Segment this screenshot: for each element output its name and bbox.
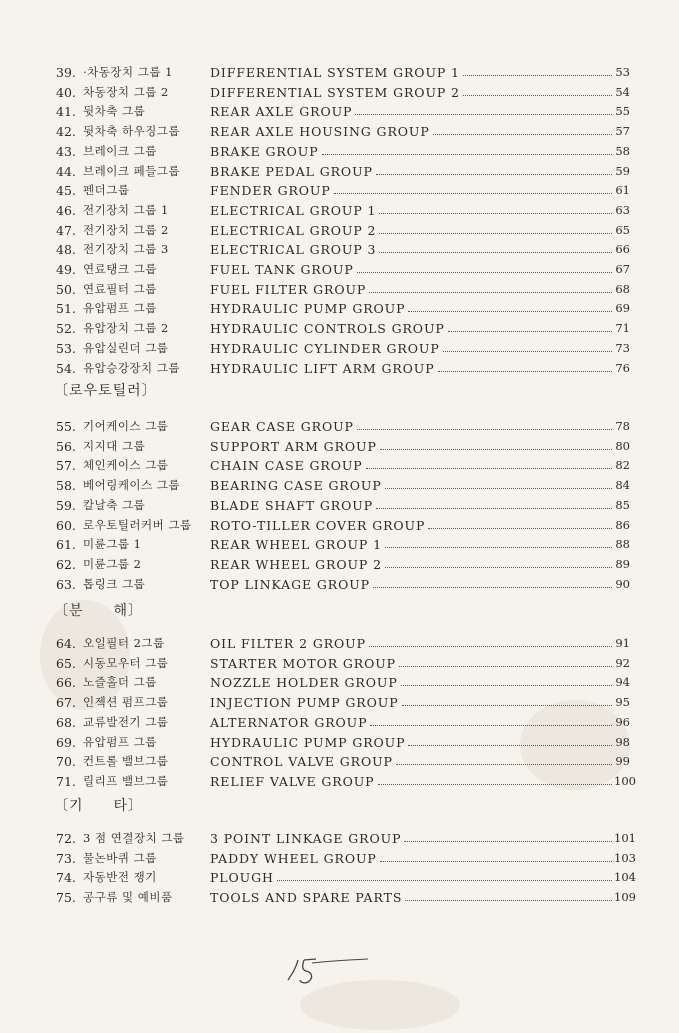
leader-dots <box>379 252 612 253</box>
entry-korean-title: 브레이크 페들그룹 <box>83 163 181 178</box>
entry-korean-title: 로우토틸러커버 그룹 <box>83 517 192 532</box>
entry-page-number: 61 <box>615 183 630 198</box>
entry-page-number: 68 <box>615 281 630 296</box>
entry-english-title: GEAR CASE GROUP <box>210 419 354 434</box>
entry-number: 58. <box>56 478 76 494</box>
entry-english-title: REAR WHEEL GROUP 1 <box>210 537 382 553</box>
entry-number: 60. <box>56 517 76 533</box>
toc-entry <box>56 692 630 710</box>
entry-korean-title: 유압펌프 그룹 <box>83 301 157 316</box>
toc-entry <box>56 455 630 473</box>
entry-english-title: BLADE SHAFT GROUP <box>210 497 373 513</box>
entry-korean-title: 유압펌프 그룹 <box>83 734 157 749</box>
toc-entry <box>56 495 630 513</box>
entry-page-number: 59 <box>615 163 630 178</box>
toc-entry <box>56 574 630 592</box>
entry-number: 61. <box>56 537 76 553</box>
entry-korean-title: 오일필터 2그룹 <box>83 636 165 650</box>
entry-korean-title: 유압장치 그룹 2 <box>83 321 169 336</box>
toc-entry <box>56 101 630 119</box>
entry-number: 52. <box>56 321 76 337</box>
entry-number: 40. <box>56 84 76 100</box>
entry-english-title: TOOLS AND SPARE PARTS <box>210 890 403 906</box>
entry-english-title: BRAKE PEDAL GROUP <box>210 163 373 179</box>
entry-number: 44. <box>56 163 76 179</box>
entry-page-number: 104 <box>614 870 636 885</box>
toc-entry <box>56 416 630 434</box>
entry-english-title: BEARING CASE GROUP <box>210 478 382 494</box>
entry-korean-title: 기어케이스 그룹 <box>83 419 169 433</box>
entry-korean-title: 뒷차축 하우징그룹 <box>83 124 181 139</box>
entry-english-title: DIFFERENTIAL SYSTEM GROUP 1 <box>210 65 460 80</box>
entry-page-number: 69 <box>615 301 630 316</box>
entry-korean-title: 베어링케이스 그룹 <box>83 478 181 493</box>
entry-english-title: REAR AXLE HOUSING GROUP <box>210 124 430 140</box>
leader-dots <box>428 528 612 529</box>
leader-dots <box>379 213 612 214</box>
toc-entry <box>56 633 630 651</box>
toc-entry <box>56 82 630 100</box>
entry-english-title: ELECTRICAL GROUP 2 <box>210 222 377 238</box>
leader-dots <box>370 725 612 726</box>
entry-page-number: 80 <box>615 438 630 453</box>
entry-number: 68. <box>56 714 76 730</box>
leader-dots <box>401 685 612 686</box>
leader-dots <box>463 95 612 96</box>
entry-page-number: 78 <box>615 419 630 433</box>
toc-entry <box>56 867 636 886</box>
entry-number: 74. <box>56 870 76 886</box>
toc-entry <box>56 554 630 572</box>
leader-dots <box>438 371 612 372</box>
leader-dots <box>448 331 612 332</box>
leader-dots <box>369 646 612 647</box>
entry-number: 69. <box>56 734 76 750</box>
entry-page-number: 57 <box>615 124 630 139</box>
entry-number: 67. <box>56 695 76 711</box>
entry-english-title: OIL FILTER 2 GROUP <box>210 636 366 651</box>
entry-page-number: 91 <box>615 636 630 650</box>
entry-page-number: 98 <box>615 734 630 749</box>
entry-korean-title: 연료필터 그룹 <box>83 281 157 296</box>
entry-english-title: PADDY WHEEL GROUP <box>210 850 377 866</box>
toc-entry <box>56 475 630 493</box>
leader-dots <box>376 508 612 509</box>
entry-korean-title: 지지대 그룹 <box>83 438 146 453</box>
toc-entry <box>56 771 636 789</box>
entry-number: 39. <box>56 65 76 80</box>
entry-english-title: PLOUGH <box>210 870 274 886</box>
leader-dots <box>402 705 612 706</box>
entry-english-title: HYDRAULIC CYLINDER GROUP <box>210 340 440 356</box>
leader-dots <box>373 587 612 588</box>
entry-korean-title: 연료탱크 그룹 <box>83 262 157 276</box>
entry-korean-title: 미륜그룹 2 <box>83 556 142 571</box>
entry-english-title: ALTERNATOR GROUP <box>210 714 368 730</box>
entry-page-number: 103 <box>614 850 636 865</box>
toc-entry <box>56 653 630 671</box>
entry-english-title: TOP LINKAGE GROUP <box>210 576 370 592</box>
entry-page-number: 100 <box>614 773 636 788</box>
entry-page-number: 73 <box>615 340 630 355</box>
leader-dots <box>380 861 612 862</box>
leader-dots <box>408 745 612 746</box>
toc-entry <box>56 848 636 866</box>
entry-number: 63. <box>56 576 76 592</box>
entry-korean-title: 칼날축 그룹 <box>83 497 146 512</box>
leader-dots <box>357 429 612 430</box>
entry-english-title: REAR WHEEL GROUP 2 <box>210 556 382 572</box>
toc-entry <box>56 672 630 690</box>
entry-number: 43. <box>56 143 76 159</box>
entry-number: 73. <box>56 850 76 866</box>
toc-entry <box>56 828 636 846</box>
entry-page-number: 84 <box>615 478 630 493</box>
entry-korean-title: 톱링크 그룹 <box>83 576 146 591</box>
leader-dots <box>405 900 612 901</box>
leader-dots <box>463 75 612 76</box>
entry-number: 50. <box>56 281 76 297</box>
entry-english-title: DIFFERENTIAL SYSTEM GROUP 2 <box>210 84 460 100</box>
section-heading: 〔기 타〕 <box>54 798 144 814</box>
entry-page-number: 86 <box>615 517 630 532</box>
entry-english-title: STARTER MOTOR GROUP <box>210 655 396 671</box>
entry-korean-title: 물논바퀴 그룹 <box>83 850 157 865</box>
entry-english-title: NOZZLE HOLDER GROUP <box>210 675 398 691</box>
entry-english-title: ELECTRICAL GROUP 1 <box>210 202 377 218</box>
leader-dots <box>404 841 612 842</box>
entry-english-title: SUPPORT ARM GROUP <box>210 438 377 454</box>
entry-korean-title: 유압실린더 그룹 <box>83 340 169 355</box>
entry-number: 62. <box>56 556 76 572</box>
entry-english-title: HYDRAULIC CONTROLS GROUP <box>210 321 445 337</box>
toc-entry <box>56 161 630 179</box>
entry-number: 41. <box>56 104 76 120</box>
entry-english-title: CONTROL VALVE GROUP <box>210 754 393 770</box>
entry-page-number: 65 <box>615 222 630 237</box>
toc-entry <box>56 887 636 906</box>
toc-entry <box>56 180 630 198</box>
entry-number: 51. <box>56 301 76 317</box>
entry-number: 46. <box>56 202 76 218</box>
leader-dots <box>443 351 612 352</box>
toc-entry <box>56 62 630 80</box>
entry-number: 70. <box>56 754 76 770</box>
toc-entry <box>56 121 630 139</box>
leader-dots <box>369 292 612 293</box>
entry-page-number: 76 <box>615 360 630 375</box>
entry-english-title: FUEL TANK GROUP <box>210 262 354 277</box>
section-heading: 〔분 해〕 <box>54 603 144 619</box>
entry-korean-title: 전기장치 그룹 1 <box>83 202 169 217</box>
leader-dots <box>433 134 612 135</box>
entry-english-title: REAR AXLE GROUP <box>210 104 353 120</box>
entry-page-number: 54 <box>615 84 630 99</box>
entry-korean-title: 펜더그룹 <box>83 183 130 198</box>
entry-number: 71. <box>56 773 76 789</box>
entry-korean-title: 시동모우터 그룹 <box>83 655 169 670</box>
entry-english-title: 3 POINT LINKAGE GROUP <box>210 831 402 846</box>
toc-entry <box>56 712 630 730</box>
leader-dots <box>396 764 612 765</box>
entry-english-title: ROTO-TILLER COVER GROUP <box>210 517 426 533</box>
entry-english-title: HYDRAULIC LIFT ARM GROUP <box>210 360 435 376</box>
entry-page-number: 101 <box>614 831 636 845</box>
leader-dots <box>385 488 612 489</box>
entry-page-number: 95 <box>615 695 630 710</box>
entry-number: 57. <box>56 458 76 474</box>
entry-korean-title: 릴리프 밸브그룹 <box>83 773 169 788</box>
entry-page-number: 92 <box>615 655 630 670</box>
entry-number: 47. <box>56 222 76 238</box>
toc-entry <box>56 358 630 376</box>
section-heading: 〔로우토틸러〕 <box>54 383 157 399</box>
entry-number: 59. <box>56 497 76 513</box>
entry-number: 75. <box>56 890 76 906</box>
entry-page-number: 90 <box>615 576 630 591</box>
entry-english-title: CHAIN CASE GROUP <box>210 458 363 474</box>
toc-entry <box>56 200 630 218</box>
leader-dots <box>385 567 612 568</box>
toc-entry <box>56 259 630 277</box>
entry-korean-title: 전기장치 그룹 3 <box>83 242 169 257</box>
entry-page-number: 58 <box>615 143 630 158</box>
handwritten-page-number-15 <box>282 950 372 990</box>
entry-english-title: ELECTRICAL GROUP 3 <box>210 242 377 258</box>
leader-dots <box>277 880 612 881</box>
entry-korean-title: 자동반전 쟁기 <box>83 870 157 885</box>
entry-korean-title: 브레이크 그룹 <box>83 143 157 158</box>
entry-number: 45. <box>56 183 76 199</box>
leader-dots <box>385 547 612 548</box>
entry-page-number: 55 <box>615 104 630 119</box>
entry-number: 54. <box>56 360 76 376</box>
entry-page-number: 53 <box>615 65 630 79</box>
toc-entry <box>56 751 630 769</box>
entry-english-title: HYDRAULIC PUMP GROUP <box>210 734 406 750</box>
entry-page-number: 63 <box>615 202 630 217</box>
entry-page-number: 94 <box>615 675 630 690</box>
entry-korean-title: 3 점 연결장치 그룹 <box>83 831 185 845</box>
entry-number: 72. <box>56 831 76 846</box>
entry-korean-title: 인젝션 펌프그룹 <box>83 695 169 710</box>
entry-page-number: 85 <box>615 497 630 512</box>
entry-page-number: 67 <box>615 262 630 276</box>
toc-entry <box>56 141 630 159</box>
leader-dots <box>379 233 612 234</box>
leader-dots <box>408 311 612 312</box>
entry-number: 42. <box>56 124 76 140</box>
entry-korean-title: 전기장치 그룹 2 <box>83 222 169 237</box>
toc-entry <box>56 534 630 552</box>
entry-page-number: 96 <box>615 714 630 729</box>
entry-korean-title: 유압승강장치 그룹 <box>83 360 181 375</box>
leader-dots <box>376 174 612 175</box>
leader-dots <box>357 272 612 273</box>
entry-page-number: 66 <box>615 242 630 257</box>
entry-korean-title: 차동장치 그룹 2 <box>83 84 169 99</box>
toc-entry <box>56 338 630 356</box>
entry-number: 53. <box>56 340 76 356</box>
entry-korean-title: 미륜그룹 1 <box>83 537 142 552</box>
entry-korean-title: 교류발전기 그룹 <box>83 714 169 729</box>
entry-english-title: INJECTION PUMP GROUP <box>210 695 399 711</box>
entry-korean-title: 공구류 및 예비품 <box>83 890 173 905</box>
entry-number: 55. <box>56 419 76 434</box>
entry-korean-title: 노즐홀더 그룹 <box>83 675 157 690</box>
toc-entry <box>56 239 630 257</box>
entry-number: 65. <box>56 655 76 671</box>
toc-entry <box>56 732 630 750</box>
entry-number: 49. <box>56 262 76 277</box>
entry-number: 64. <box>56 636 76 651</box>
entry-korean-title: 컨트롤 밸브그룹 <box>83 754 169 769</box>
leader-dots <box>355 114 612 115</box>
entry-page-number: 109 <box>614 890 636 905</box>
leader-dots <box>380 449 612 450</box>
entry-korean-title: 체인케이스 그룹 <box>83 458 169 473</box>
entry-page-number: 99 <box>615 754 630 769</box>
toc-entry <box>56 318 630 336</box>
entry-page-number: 71 <box>615 321 630 336</box>
toc-entry <box>56 298 630 316</box>
leader-dots <box>378 784 613 785</box>
entry-page-number: 89 <box>615 556 630 571</box>
entry-page-number: 88 <box>615 537 630 552</box>
toc-entry <box>56 220 630 238</box>
leader-dots <box>334 193 612 194</box>
toc-entry <box>56 515 630 533</box>
leader-dots <box>322 154 612 155</box>
entry-korean-title: 뒷차축 그룹 <box>83 104 146 119</box>
leader-dots <box>399 666 612 667</box>
entry-number: 66. <box>56 675 76 691</box>
entry-english-title: BRAKE GROUP <box>210 143 319 159</box>
entry-english-title: FENDER GROUP <box>210 183 331 199</box>
toc-entry <box>56 436 630 454</box>
entry-number: 56. <box>56 438 76 454</box>
toc-entry <box>56 279 630 297</box>
entry-english-title: FUEL FILTER GROUP <box>210 281 367 297</box>
entry-korean-title: ·차동장치 그룹 1 <box>83 65 173 79</box>
entry-english-title: HYDRAULIC PUMP GROUP <box>210 301 406 317</box>
entry-english-title: RELIEF VALVE GROUP <box>210 773 375 789</box>
entry-number: 48. <box>56 242 76 258</box>
leader-dots <box>366 468 612 469</box>
entry-page-number: 82 <box>615 458 630 473</box>
